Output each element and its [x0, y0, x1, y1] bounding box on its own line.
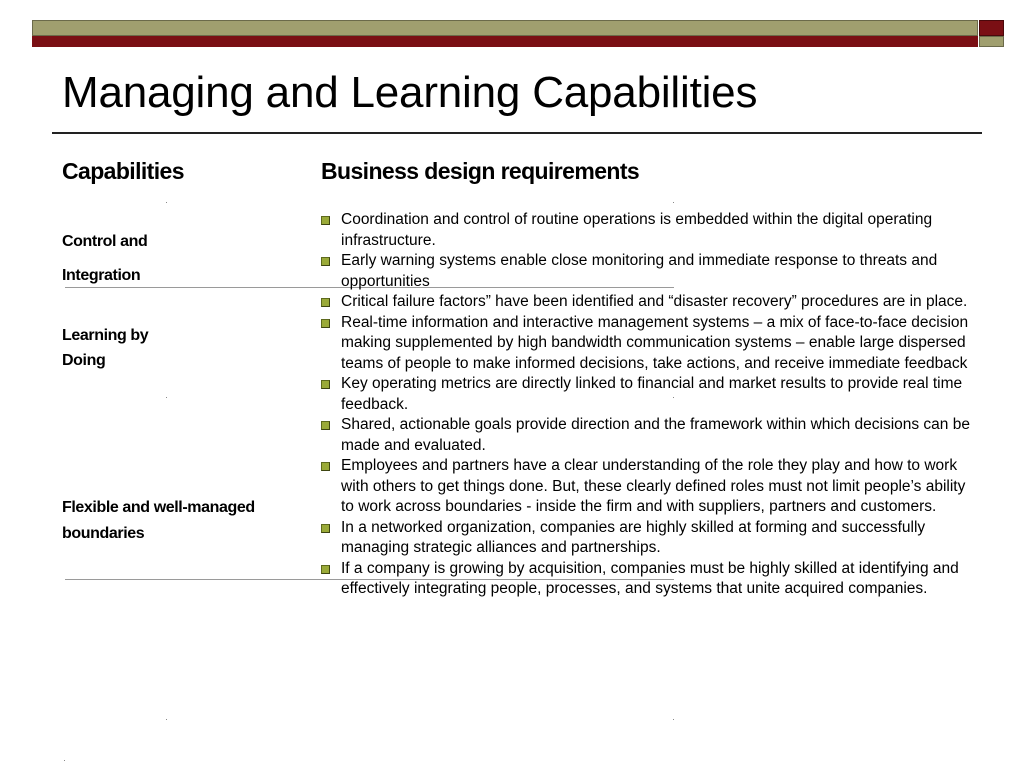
capability-line: Control and — [62, 233, 148, 250]
square-bullet-icon — [321, 565, 330, 574]
requirement-item — [321, 251, 981, 292]
capability-control-integration — [62, 225, 147, 293]
square-bullet-icon — [321, 524, 330, 533]
requirement-text: Coordination and control of routine operations is embedded within the digital operating infrastructure. — [341, 211, 933, 249]
requirement-text: Employees and partners have a clear understanding of the role they play and how to work with others to get things done. But, these clearly defined roles must not limit people’s ability to work across boundaries - inside the firm and with suppliers, partners and customers. — [341, 457, 966, 515]
capability-line: Flexible and well-managed — [62, 499, 255, 516]
table-corner-mark — [673, 202, 674, 203]
requirement-item — [321, 374, 981, 415]
capability-line: Integration — [62, 267, 141, 284]
capability-line: Learning by — [62, 327, 149, 344]
requirement-text: If a company is growing by acquisition, companies must be highly skilled at identifying and effectively integrating people, processes, and systems that unite acquired companies. — [341, 559, 959, 597]
requirement-text: Shared, actionable goals provide direction and the framework within which decisions can be made and evaluated. — [341, 416, 970, 454]
requirement-item — [321, 456, 981, 518]
header-bar-maroon — [32, 36, 978, 47]
requirement-text: Critical failure factors” have been identified and “disaster recovery” procedures are in place. — [341, 293, 968, 310]
header-bar-olive — [32, 20, 978, 36]
capability-learning-by-doing — [62, 323, 148, 373]
square-bullet-icon — [321, 216, 330, 225]
requirement-item — [321, 415, 981, 456]
requirement-item — [321, 210, 981, 251]
square-bullet-icon — [321, 257, 330, 266]
square-bullet-icon — [321, 298, 330, 307]
capabilities-header: Capabilities — [62, 158, 184, 184]
capability-line: boundaries — [62, 525, 145, 542]
header-square-maroon — [979, 20, 1004, 36]
table-corner-mark — [166, 397, 167, 398]
table-corner-mark — [166, 202, 167, 203]
requirement-text: Key operating metrics are directly linked to financial and market results to provide real time feedback. — [341, 375, 963, 413]
table-corner-mark — [673, 719, 674, 720]
requirement-item — [321, 313, 981, 375]
square-bullet-icon — [321, 319, 330, 328]
requirement-item — [321, 518, 981, 559]
capability-flexible-boundaries — [62, 495, 255, 547]
header-square-olive — [979, 36, 1004, 47]
capability-line: Doing — [62, 352, 106, 369]
requirement-item — [321, 292, 981, 313]
table-corner-mark — [166, 719, 167, 720]
square-bullet-icon — [321, 380, 330, 389]
slide-title: Managing and Learning Capabilities — [62, 68, 758, 117]
requirement-text: In a networked organization, companies are highly skilled at forming and successfully managing strategic alliances and partnerships. — [341, 518, 926, 556]
requirements-header: Business design requirements — [321, 158, 640, 184]
square-bullet-icon — [321, 462, 330, 471]
requirement-item — [321, 559, 981, 600]
square-bullet-icon — [321, 421, 330, 430]
table-corner-mark — [64, 760, 65, 761]
requirements-list — [321, 210, 981, 600]
title-divider — [52, 132, 982, 134]
requirement-text: Early warning systems enable close monitoring and immediate response to threats and opportunities — [341, 252, 938, 290]
requirement-text: Real-time information and interactive management systems – a mix of face-to-face decision making supplemented by high bandwidth communication systems – enable large dispersed teams of people to make informed decisions, take actions, and receive immediate feedback — [341, 313, 969, 372]
